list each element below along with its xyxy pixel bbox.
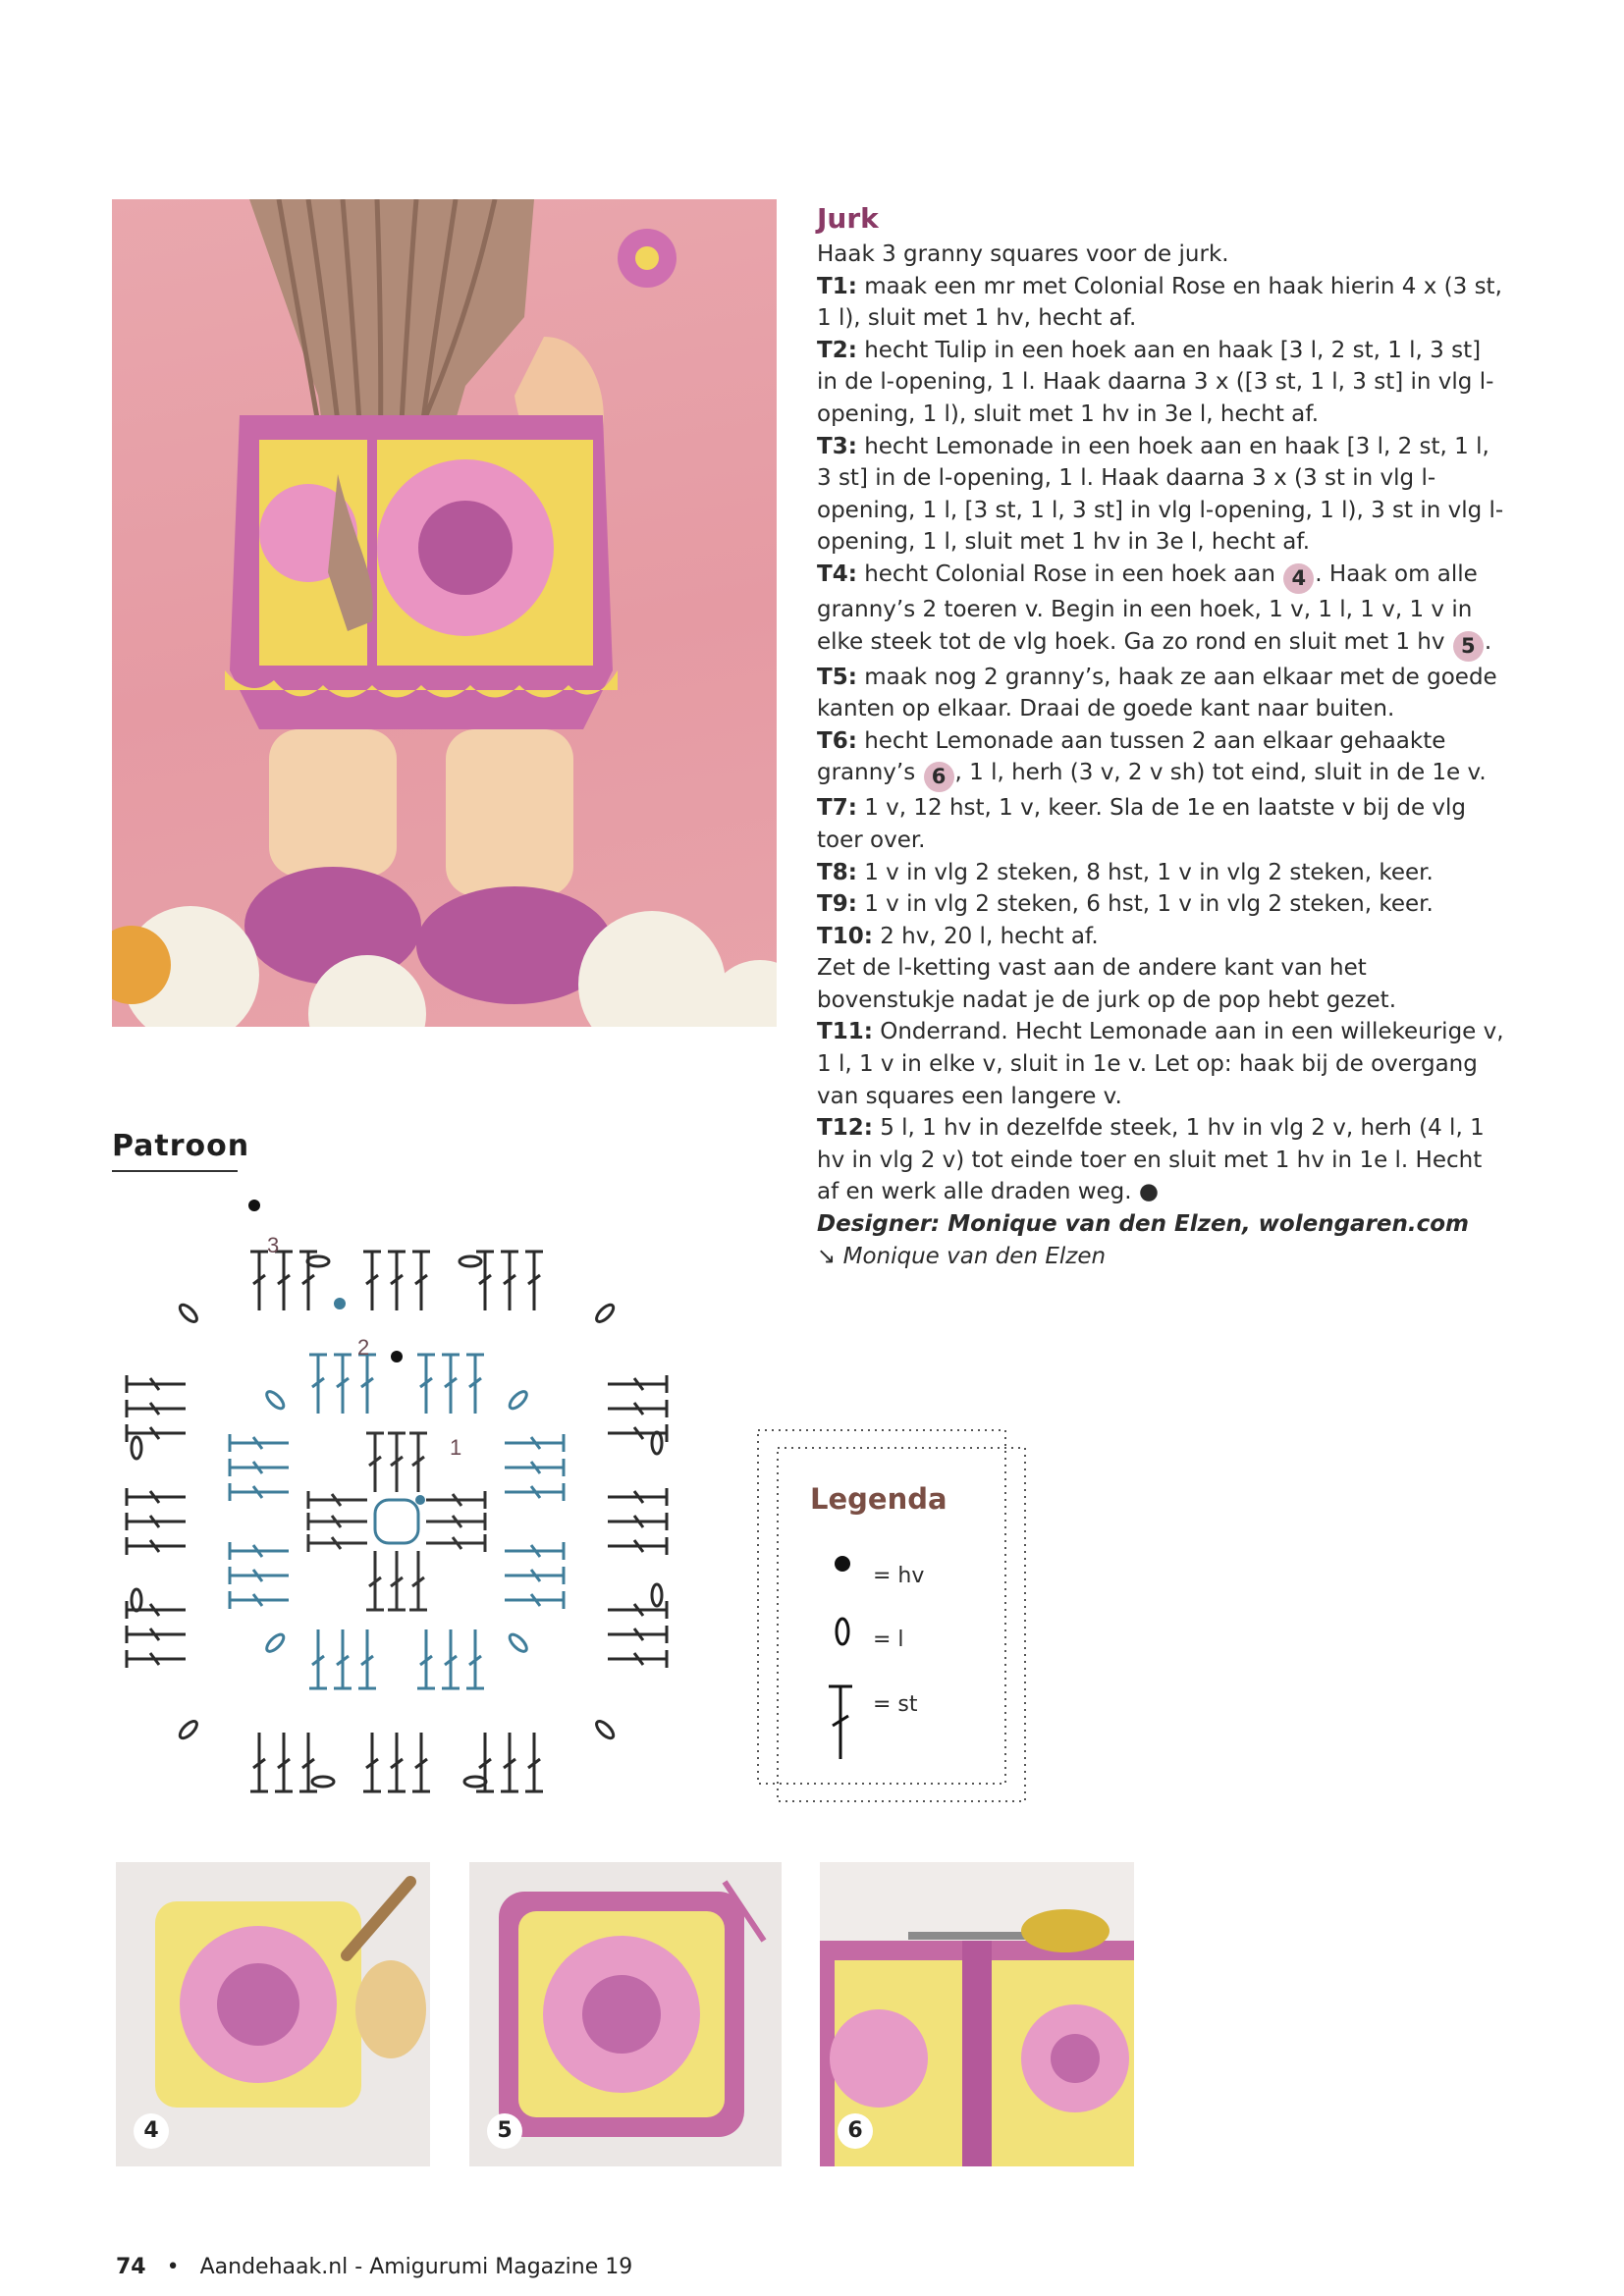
crochet-diagram xyxy=(112,1198,701,1806)
row-t10: T10: 2 hv, 20 l, hecht af. xyxy=(817,923,1099,949)
legend-title: Legenda xyxy=(810,1482,947,1516)
double-crochet-stitch xyxy=(426,1513,485,1530)
double-crochet-stitch xyxy=(127,1626,186,1643)
chain-stitch xyxy=(507,1389,529,1412)
intro-text: Haak 3 granny squares voor de jurk. xyxy=(817,241,1229,267)
double-crochet-stitch xyxy=(230,1542,289,1560)
double-crochet-stitch xyxy=(442,1629,460,1688)
round-label-3: 3 xyxy=(267,1233,280,1257)
double-crochet-stitch xyxy=(250,1252,268,1310)
double-crochet-stitch xyxy=(505,1483,564,1501)
double-crochet-stitch xyxy=(505,1434,564,1452)
double-crochet-stitch xyxy=(275,1733,293,1791)
double-crochet-stitch xyxy=(230,1567,289,1584)
double-crochet-stitch xyxy=(308,1513,367,1530)
double-crochet-stitch xyxy=(466,1355,484,1414)
step-photo-4 xyxy=(116,1862,430,2166)
patroon-underline xyxy=(112,1170,238,1172)
double-crochet-stitch xyxy=(505,1567,564,1584)
double-crochet-stitch xyxy=(466,1629,484,1688)
row-t7: T7: 1 v, 12 hst, 1 v, keer. Sla de 1e en laatste v bij de vlg toer over. xyxy=(817,795,1467,853)
chain-stitch xyxy=(507,1631,529,1654)
double-crochet-stitch xyxy=(388,1733,406,1791)
double-crochet-stitch xyxy=(412,1252,430,1310)
row-t1: T1: maak een mr met Colonial Rose en haak hierin 4 x (3 st, 1 l), sluit met 1 hv, hecht af. xyxy=(817,273,1502,332)
round-label-2: 2 xyxy=(357,1335,370,1360)
row-t2: T2: hecht Tulip in een hoek aan en haak [3 l, 2 st, 1 l, 3 st] in de l-opening, 1 l. Haak daarna 3 x ([3 st, 1 l, 3 st] in vlg l-opening, 1 l), sluit met 1 hv in 3e l, hecht af. xyxy=(817,337,1494,427)
double-crochet-stitch xyxy=(608,1488,667,1506)
row-t5: T5: maak nog 2 granny’s, haak ze aan elkaar met de goede kanten op elkaar. Draai de goede kant naar buiten. xyxy=(817,664,1497,722)
row-t6: T6: hecht Lemonade aan tussen 2 aan elkaar gehaakte granny’s 6 , 1 l, herh (3 v, 2 v sh) tot eind, sluit in de 1e v. xyxy=(817,725,1504,793)
double-crochet-stitch xyxy=(608,1626,667,1643)
legend-label-hv: = hv xyxy=(873,1564,925,1588)
double-crochet-stitch xyxy=(608,1601,667,1619)
step-photo-5 xyxy=(469,1862,782,2166)
double-crochet-stitch xyxy=(608,1650,667,1668)
double-crochet-stitch xyxy=(358,1355,376,1414)
section-title: Jurk xyxy=(817,202,879,235)
double-crochet-stitch xyxy=(334,1355,352,1414)
double-crochet-stitch xyxy=(299,1733,317,1791)
chain-stitch xyxy=(132,1589,141,1611)
double-crochet-stitch xyxy=(230,1459,289,1476)
page-number: 74 xyxy=(116,2255,146,2279)
double-crochet-stitch xyxy=(388,1551,406,1610)
double-crochet-stitch xyxy=(388,1433,406,1492)
double-crochet-stitch xyxy=(230,1434,289,1452)
double-crochet-stitch xyxy=(230,1483,289,1501)
double-crochet-stitch xyxy=(309,1629,327,1688)
double-crochet-stitch xyxy=(308,1534,367,1552)
chain-stitch xyxy=(652,1584,662,1606)
chain-stitch xyxy=(312,1777,334,1787)
double-crochet-stitch xyxy=(127,1375,186,1393)
double-crochet-stitch xyxy=(363,1252,381,1310)
double-crochet-stitch xyxy=(334,1629,352,1688)
row-t3: T3: hecht Lemonade in een hoek aan en haak [3 l, 2 st, 1 l, 3 st] in de l-opening, 1 l. Haak daarna 3 x (3 st in vlg l-opening, 1 l, [3 st, 1 l, 3 st] in vlg l-opening, 1 l), 3 st in vlg l-opening, 1 l, sluit met 1 hv in 3e l, hecht af. xyxy=(817,433,1504,556)
double-crochet-stitch xyxy=(501,1252,518,1310)
publication-name: Aandehaak.nl - Amigurumi Magazine 19 xyxy=(199,2255,633,2279)
double-crochet-stitch xyxy=(525,1733,543,1791)
legend-label-st: = st xyxy=(873,1692,918,1717)
chain-stitch xyxy=(594,1303,617,1325)
double-crochet-stitch xyxy=(426,1534,485,1552)
row-t12: T12: 5 l, 1 hv in dezelfde steek, 1 hv in vlg 2 v, herh (4 l, 1 hv in vlg 2 v) tot einde toer en sluit met 1 hv in 1e l. Hecht af en werk alle draden weg. ● xyxy=(817,1115,1485,1205)
step-badge-4: 4 xyxy=(1283,563,1314,594)
chain-stitch xyxy=(178,1303,200,1325)
slip-stitch-dot xyxy=(415,1495,425,1505)
designer-credit: Designer: Monique van den Elzen, wolengaren.com xyxy=(817,1211,1470,1238)
double-crochet-stitch xyxy=(417,1355,435,1414)
legend-label-l: = l xyxy=(873,1628,904,1652)
double-crochet-stitch xyxy=(363,1733,381,1791)
double-crochet-stitch xyxy=(309,1355,327,1414)
double-crochet-stitch xyxy=(127,1488,186,1506)
step-badge-6: 6 xyxy=(924,762,954,792)
double-crochet-stitch xyxy=(505,1591,564,1609)
double-crochet-stitch xyxy=(388,1252,406,1310)
step-photo-6 xyxy=(820,1862,1134,2166)
chain-oval-icon xyxy=(833,1615,852,1648)
step-number-6: 6 xyxy=(838,2113,873,2149)
chain-stitch xyxy=(464,1777,486,1787)
chain-stitch xyxy=(264,1389,287,1412)
double-crochet-stitch xyxy=(366,1433,384,1492)
doll-illustration xyxy=(112,199,777,1027)
chain-stitch xyxy=(307,1256,329,1266)
camera-arrow-icon: ↘ xyxy=(817,1243,837,1269)
double-crochet-stitch xyxy=(409,1433,427,1492)
double-crochet-stitch xyxy=(127,1650,186,1668)
double-crochet-stitch xyxy=(366,1551,384,1610)
magic-ring xyxy=(375,1500,418,1543)
double-crochet-stitch xyxy=(409,1551,427,1610)
step-number-5: 5 xyxy=(487,2113,522,2149)
chain-stitch xyxy=(460,1256,481,1266)
double-crochet-stitch xyxy=(412,1733,430,1791)
double-crochet-stitch xyxy=(608,1375,667,1393)
double-crochet-stitch xyxy=(127,1424,186,1442)
row-t9: T9: 1 v in vlg 2 steken, 6 hst, 1 v in vlg 2 steken, keer. xyxy=(817,891,1434,918)
round2-start-dot xyxy=(334,1298,346,1309)
double-crochet-stitch xyxy=(127,1400,186,1417)
double-crochet-stitch xyxy=(308,1491,367,1509)
double-crochet-stitch xyxy=(250,1733,268,1791)
double-crochet-stitch xyxy=(608,1400,667,1417)
double-crochet-stitch xyxy=(230,1591,289,1609)
double-crochet-stitch xyxy=(501,1733,518,1791)
footer-bullet: • xyxy=(166,2255,180,2279)
page-footer xyxy=(116,2255,632,2279)
chain-stitch xyxy=(132,1437,141,1459)
double-crochet-stitch xyxy=(442,1355,460,1414)
step-badge-5: 5 xyxy=(1453,631,1484,662)
double-crochet-stitch xyxy=(608,1537,667,1555)
double-crochet-stitch xyxy=(358,1629,376,1688)
note-chain: Zet de l-ketting vast aan de andere kant van het bovenstukje nadat je de jurk op de pop hebt gezet. xyxy=(817,955,1397,1013)
step-number-4: 4 xyxy=(134,2113,169,2149)
chain-stitch xyxy=(264,1631,287,1654)
double-crochet-stitch xyxy=(476,1252,494,1310)
chain-stitch xyxy=(178,1719,200,1741)
slip-stitch-dot-icon xyxy=(833,1554,852,1574)
row-t8: T8: 1 v in vlg 2 steken, 8 hst, 1 v in vlg 2 steken, keer. xyxy=(817,859,1434,885)
double-crochet-stitch xyxy=(505,1459,564,1476)
row-t4: T4: hecht Colonial Rose in een hoek aan 4 . Haak om alle granny’s 2 toeren v. Begin in een hoek, 1 v, 1 l, 1 v, 1 v in elke steek tot de vlg hoek. Ga zo rond en sluit met 1 hv 5 . xyxy=(817,559,1504,662)
chain-stitch xyxy=(594,1719,617,1741)
photo-credit: ↘ Monique van den Elzen xyxy=(817,1243,1107,1269)
double-crochet-stitch xyxy=(505,1542,564,1560)
round3-start-dot xyxy=(248,1200,260,1211)
double-crochet-stitch xyxy=(417,1629,435,1688)
granny-square-chart xyxy=(112,1198,701,1806)
round1-start-dot xyxy=(391,1351,403,1362)
doll-photo xyxy=(112,199,777,1027)
double-crochet-stitch xyxy=(426,1491,485,1509)
chain-stitch xyxy=(652,1432,662,1454)
double-crochet-stitch xyxy=(608,1513,667,1530)
double-crochet-stitch xyxy=(275,1252,293,1310)
patroon-title: Patroon xyxy=(112,1129,250,1163)
double-crochet-stitch xyxy=(127,1537,186,1555)
row-t11: T11: Onderrand. Hecht Lemonade aan in een willekeurige v, 1 l, 1 v in elke v, sluit in 1e v. Let op: haak bij de overgang van squares een langere v. xyxy=(817,1019,1504,1109)
double-crochet-icon xyxy=(823,1679,862,1763)
round-label-1: 1 xyxy=(450,1435,462,1460)
double-crochet-stitch xyxy=(525,1252,543,1310)
double-crochet-stitch xyxy=(127,1513,186,1530)
instructions-column xyxy=(817,201,1504,1272)
